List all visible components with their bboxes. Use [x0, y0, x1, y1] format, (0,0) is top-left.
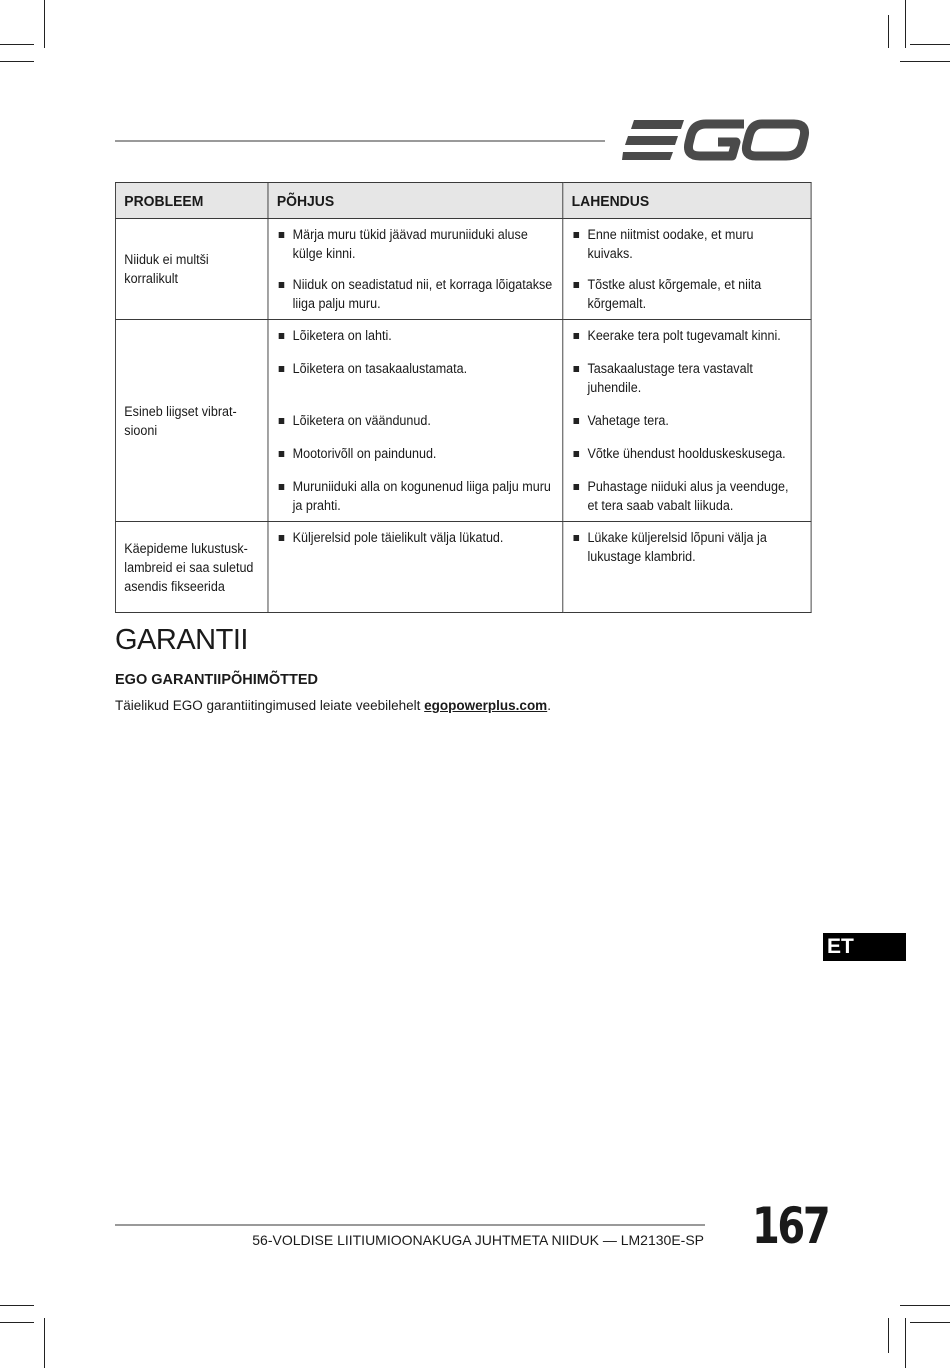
cause-item: Muruniiduki alla on kogunenud liiga palju muru ja prahti.: [278, 477, 553, 515]
crop-mark: [900, 1305, 950, 1306]
solution-cell: [563, 522, 811, 613]
cause-item: Lõiketera on väändunud.: [278, 411, 553, 430]
table-row: [115, 219, 811, 320]
cause-item: Küljerelsid pole täielikult välja lükatud.: [278, 528, 553, 547]
solution-item: Puhastage niiduki alus ja veenduge, et tera saab vabalt liikuda.: [573, 477, 802, 515]
solution-item: Tasakaalustage tera vastavalt juhendile.: [573, 359, 802, 397]
warranty-text: Täielikud EGO garantiitingimused leiate veebilehelt: [115, 698, 425, 713]
cause-item: Niiduk on seadistatud nii, et korraga lõigatakse liiga palju muru.: [278, 275, 553, 313]
solution-cell: [563, 219, 811, 320]
cause-cell: [268, 320, 563, 522]
table-row: [115, 320, 811, 522]
cause-cell: [268, 522, 563, 613]
section-title: GARANTII: [115, 624, 248, 656]
crop-mark: [888, 15, 889, 48]
table-header-row: [115, 183, 811, 219]
solution-item: Vahetage tera.: [573, 411, 802, 430]
section-subtitle: EGO GARANTIIPÕHIMÕTTED: [115, 672, 318, 688]
footer-product-title: 56-VOLDISE LIITIUMIOONAKUGA JUHTMETA NIIDUK — LM2130E-SP: [252, 1232, 704, 1248]
crop-mark: [0, 1305, 34, 1306]
warranty-text-end: .: [547, 698, 551, 713]
crop-mark: [910, 44, 950, 45]
crop-mark: [905, 1318, 906, 1368]
header-rule: [115, 140, 605, 142]
problem-cell: Niiduk ei multši korralikult: [115, 219, 268, 320]
crop-mark: [900, 61, 950, 62]
header-cause: PÕHJUS: [268, 183, 563, 219]
cause-item: Mootorivõll on paindunud.: [278, 444, 553, 463]
cause-item: Märja muru tükid jäävad muruniiduki aluse külge kinni.: [278, 225, 553, 263]
footer-rule: [115, 1224, 705, 1226]
header-solution: LAHENDUS: [563, 183, 811, 219]
crop-mark: [44, 0, 45, 48]
table-row: [115, 522, 811, 613]
warranty-link[interactable]: egopowerplus.com: [424, 698, 548, 713]
crop-mark: [905, 0, 906, 48]
solution-item: Tõstke alust kõrgemale, et niita kõrgemalt.: [573, 275, 802, 313]
cause-cell: [268, 219, 563, 320]
crop-mark: [44, 1318, 45, 1368]
ego-logo: [622, 118, 810, 162]
cause-item: Lõiketera on lahti.: [278, 326, 553, 345]
troubleshooting-table: [115, 182, 812, 613]
crop-mark: [888, 1318, 889, 1353]
header-problem: PROBLEEM: [115, 183, 268, 219]
solution-item: Lükake küljerelsid lõpuni välja ja lukustage klambrid.: [573, 528, 802, 566]
solution-cell: [563, 320, 811, 522]
language-tab: ET: [823, 933, 906, 961]
problem-cell: Esineb liigset vibrat-siooni: [115, 320, 268, 522]
problem-cell: Käepideme lukustusk-lambreid ei saa suletud asendis fikseerida: [115, 522, 268, 613]
solution-item: Enne niitmist oodake, et muru kuivaks.: [573, 225, 802, 263]
crop-mark: [0, 61, 34, 62]
crop-mark: [0, 1322, 34, 1323]
solution-item: Võtke ühendust hoolduskeskusega.: [573, 444, 802, 463]
cause-item: Lõiketera on tasakaalustamata.: [278, 359, 553, 378]
warranty-paragraph: [115, 698, 551, 713]
crop-mark: [0, 44, 34, 45]
crop-mark: [910, 1322, 950, 1323]
solution-item: Keerake tera polt tugevamalt kinni.: [573, 326, 802, 345]
page-number: 167: [752, 1197, 829, 1255]
